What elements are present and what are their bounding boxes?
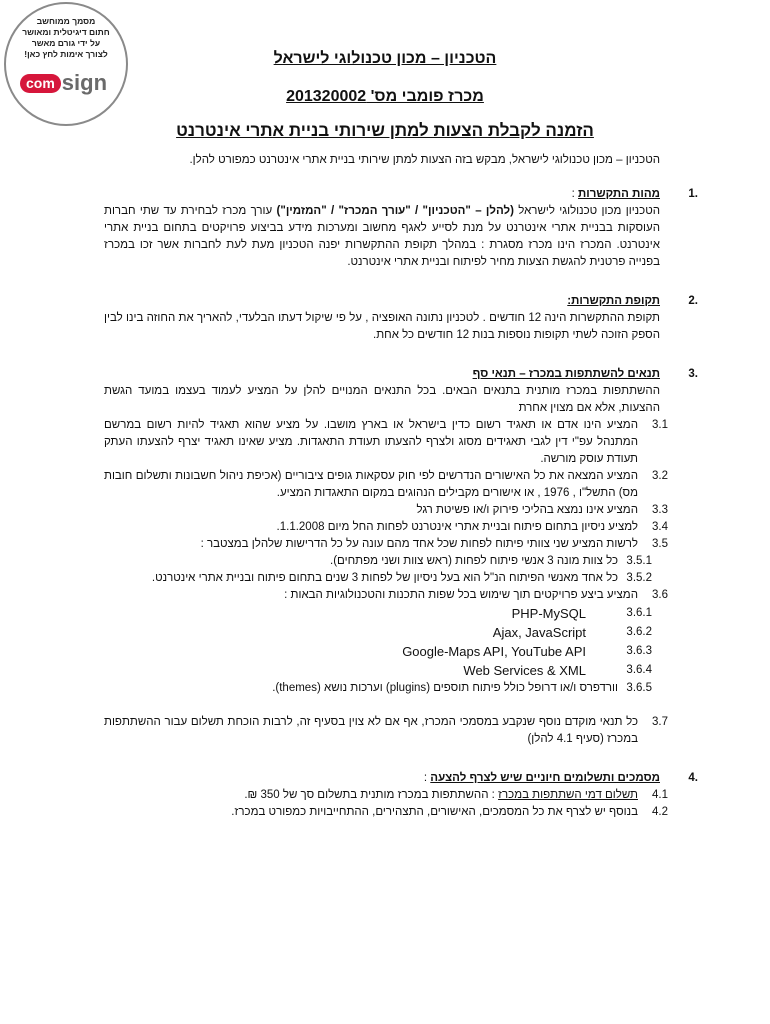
list-item: [104, 519, 668, 536]
section-number: .1: [688, 188, 698, 200]
item-text: כל צוות מונה 3 אנשי פיתוח לפחות (ראש צוות ושני מפתחים).: [330, 555, 618, 567]
tech-item: [104, 623, 660, 642]
tech-name: Web Services & XML: [463, 663, 586, 678]
section-3: [104, 366, 698, 748]
item-text: למציע ניסיון בתחום פיתוח ובניית אתרי אינטרנט לפחות החל מיום 1.1.2008.: [276, 521, 638, 533]
list-item: [104, 714, 668, 748]
tech-name: Ajax, JavaScript: [492, 625, 586, 640]
list-item: [104, 502, 668, 519]
section-text: ההשתתפות במכרז מותנית בתנאים הבאים. בכל התנאים המנויים להלן על המציע לעמוד בעצמו במועד הגשת ההצעות, אלא אם מצוין אחרת: [104, 385, 660, 414]
section-2: [104, 293, 698, 344]
sub-list-item: [104, 570, 660, 587]
heading-colon: :: [423, 772, 428, 784]
item-number: 3.1: [652, 419, 668, 431]
invitation-title: הזמנה לקבלת הצעות למתן שירותי בניית אתרי אינטרנט: [176, 121, 594, 140]
item-number: 3.2: [652, 470, 668, 482]
item-number: 3.5.1: [626, 555, 652, 567]
list-item: [104, 787, 668, 804]
institution-title: הטכניון – מכון טכנולוגי לישראל: [273, 50, 497, 67]
defined-terms: (להלן – "הטכניון" / "עורך המכרז" / "המזמין"): [276, 205, 514, 217]
section-heading: תנאים להשתתפות במכרז – תנאי סף: [472, 368, 660, 380]
item-text: לרשות המציע שני צוותי פיתוח לפחות שכל אחד מהם עונה על כל הדרישות שלהלן במצטבר :: [200, 538, 638, 550]
item-number: 3.6.4: [626, 664, 652, 676]
section-number: .4: [688, 772, 698, 784]
document-body: [104, 152, 698, 821]
text-part: עורך מכרז לבחירת עד שתי חברות העוסקות בבניית אתרי אינטרנט על מנת לסייע לאגף מחשוב ומערכות מידע בביצוע פרויקטים בתחום בניית אתרי אינטרנט. המכרז הינו מכרז מסגרת : במהלך תקופת ההתקשרות יפנה הטכניון מעת לעת לחברות אשר זכו במכרז בפנייה פרטנית להגשת הצעות מחיר לפיתוח ובניית אתרי אינטרנט.: [104, 205, 660, 268]
item-number: 3.6.3: [626, 645, 652, 657]
comsign-logo: [20, 70, 107, 96]
list-item: [104, 587, 668, 604]
stamp-line: מסמך ממוחשב: [36, 16, 96, 26]
list-item: [104, 536, 668, 553]
section-text: [104, 203, 660, 271]
list-item: [104, 417, 668, 468]
item-text: המציע אינו נמצא בהליכי פירוק ו/או פשיטת רגל: [416, 504, 638, 516]
item-text: : ההשתתפות במכרז מותנית בתשלום סך של 350 ₪.: [244, 789, 499, 801]
section-text: תקופת ההתקשרות הינה 12 חודשים . לטכניון נתונה האופציה , על פי שיקול דעתו הבלעדי, להאריך את החוזה בינו לבין הספק הזוכה לשתי תקופות נוספות בנות 12 חודשים כל אחת.: [104, 312, 661, 341]
tech-item: [104, 642, 660, 661]
item-text: וורדפרס ו/או דרופל כולל פיתוח תוספים (plugins) וערכות נושא (themes).: [272, 682, 618, 694]
tech-name: Google-Maps API, YouTube API: [402, 644, 586, 659]
stamp-line: לצורך אימות לחץ כאן!: [24, 49, 108, 59]
list-item: [104, 468, 668, 502]
item-text: בנוסף יש לצרף את כל המסמכים, האישורים, התצהירים, ההתחייבויות כמפורט במכרז.: [231, 806, 638, 818]
sub-list-item: [104, 680, 660, 697]
item-number: 4.2: [652, 806, 668, 818]
item-number: 4.1: [652, 789, 668, 801]
item-number: 3.3: [652, 504, 668, 516]
item-text: המציע המצאה את כל האישורים הנדרשים לפי חוק עסקאות גופים ציבוריים (אכיפת ניהול חשבונות ותשלום חובות מס) התשל"ו , 1976 , או אישורים מקבילים הנהוגים במקום התאגדות המציע.: [104, 470, 638, 499]
stamp-text: [6, 16, 126, 60]
logo-badge: com: [20, 74, 61, 93]
item-number: 3.6.2: [626, 626, 652, 638]
item-number: 3.6: [652, 589, 668, 601]
item-number: 3.4: [652, 521, 668, 533]
section-number: .2: [688, 295, 698, 307]
stamp-line: על ידי גורם מאשר: [31, 38, 101, 48]
item-number: 3.5.2: [626, 572, 652, 584]
logo-text: sign: [61, 70, 108, 95]
item-text: כל תנאי מוקדם נוסף שנקבע במסמכי המכרז, אף אם לא צוין בסעיף זה, לרבות הוכחת תשלום עבור ההשתתפות במכרז (סעיף 4.1 להלן): [104, 716, 638, 745]
stamp-line: חתום דיגיטלית ומאושר: [22, 27, 110, 37]
section-heading: תקופת התקשרות:: [567, 295, 660, 307]
item-text: כל אחד מאנשי הפיתוח הנ"ל הוא בעל ניסיון של לפחות 3 שנים בתחום פיתוח ובניית אתרי אינטרנט.: [151, 572, 618, 584]
tech-item: [104, 604, 660, 623]
section-heading: מהות התקשרות: [578, 188, 660, 200]
item-heading: תשלום דמי השתתפות במכרז: [498, 789, 638, 801]
section-1: [104, 186, 698, 271]
item-text: המציע ביצע פרויקטים תוך שימוש בכל שפות התכנות והטכנולוגיות הבאות :: [284, 589, 638, 601]
item-text: המציע הינו אדם או תאגיד רשום כדין בישראל או בארץ מושבו. על מציע שהוא תאגיד להיות רשום במרשם המתנהל עפ"י דין לגבי תאגידים מסוג ולצרף להצעתו תעודת התאגדות. מציע שאינו תאגיד יצרף להצעתו העתק תעודת עוסק מורשה.: [104, 419, 638, 465]
sub-list-item: [104, 553, 660, 570]
tech-name: PHP-MySQL: [511, 606, 586, 621]
item-number: 3.6.1: [626, 607, 652, 619]
intro-paragraph: הטכניון – מכון טכנולוגי לישראל, מבקש בזה הצעות למתן שירותי בניית אתרי אינטרנט כמפורט להלן.: [189, 154, 660, 166]
text-part: הטכניון מכון טכנולוגי לישראל: [513, 205, 660, 217]
item-number: 3.6.5: [626, 682, 652, 694]
item-number: 3.7: [652, 716, 668, 728]
tender-number: מכרז פומבי מס' 201320002: [286, 88, 484, 105]
item-number: 3.5: [652, 538, 668, 550]
list-item: [104, 804, 668, 821]
section-heading: מסמכים ותשלומים חיוניים שיש לצרף להצעה: [430, 772, 660, 784]
tech-item: [104, 661, 660, 680]
digital-signature-stamp[interactable]: [4, 2, 128, 126]
section-4: [104, 770, 698, 821]
heading-colon: :: [571, 188, 575, 200]
section-number: .3: [688, 368, 698, 380]
